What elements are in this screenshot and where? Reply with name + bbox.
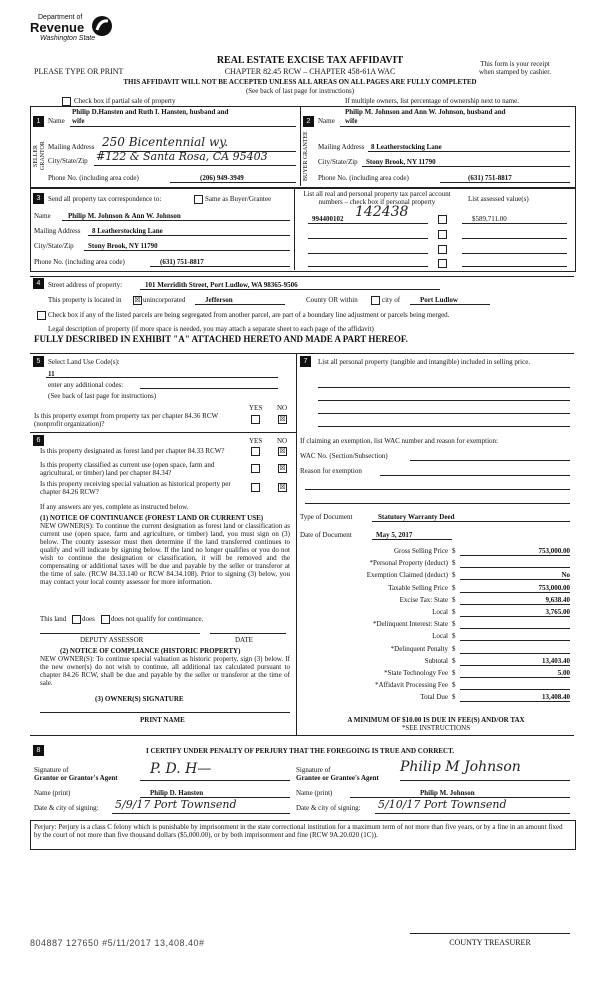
tax-row-dollar: $	[452, 656, 456, 665]
legal-description: FULLY DESCRIBED IN EXHIBIT "A" ATTACHED HERETO AND MADE A PART HEREOF.	[34, 334, 408, 344]
if-yes-note: If any answers are yes, complete as instructed below.	[40, 503, 189, 511]
section-2-badge: 2	[303, 116, 314, 127]
doc-date: May 5, 2017	[376, 531, 413, 539]
grantor-name: Philip D. Hansten	[150, 789, 204, 797]
tax-row-label: *Delinquent Penalty	[390, 644, 448, 653]
tax-row-label: Subtotal	[424, 656, 448, 665]
perjury-text: Perjury: Perjury is a class C felony which is punishable by imprisonment in the state correctional institution for a maximum term of not more than five years, or by a fine in an amount fixed by the court of not more than five thousand dollars ($5,000.00), or by both imprisonment and fine (RCW 9A.20.020 (1C)).	[34, 823, 563, 839]
tax-row-dollar: $	[452, 644, 456, 653]
buyer-phone-label: Phone No. (including area code)	[318, 174, 409, 182]
form-chapter: CHAPTER 82.45 RCW – CHAPTER 458-61A WAC	[224, 67, 396, 76]
seller-city-label: City/State/Zip	[48, 157, 88, 165]
segregated-checkbox[interactable]	[37, 311, 46, 320]
parcel-handwritten: 142438	[355, 204, 409, 220]
grantee-name: Philip M. Johnson	[420, 789, 475, 797]
land-does-label: This land	[40, 615, 67, 623]
tax-row-dollar: $	[452, 681, 456, 690]
exempt-question: Is this property exempt from property tax per chapter 84.36 RCW (nonprofit organization)?	[34, 412, 218, 428]
tax-row-dollar: $	[452, 595, 456, 604]
parcel-number: 994400102	[312, 215, 344, 223]
land-use-see-back: (See back of last page for instructions)	[48, 392, 157, 400]
tax-row-value: 3,765.00	[545, 608, 570, 616]
tax-row-label: Local	[432, 632, 448, 641]
logo-swoosh-icon	[90, 14, 114, 38]
see-back-instructions: (See back of last page for instructions)	[245, 87, 355, 95]
exempt-yes-checkbox[interactable]	[251, 415, 260, 424]
parcel-personal-checkbox-2[interactable]	[438, 230, 447, 239]
corr-mailing-label: Mailing Address	[34, 227, 81, 235]
grantor-sig-label-1: Signature of	[34, 766, 69, 774]
buyer-name: Philip M. Johnson and Ann W. Johnson, husband and	[345, 108, 506, 116]
additional-codes-label: enter any additional codes:	[48, 381, 124, 389]
buyer-name-line2: wife	[345, 117, 358, 125]
seller-name-line2: wife	[72, 117, 85, 125]
grantor-sig-label	[34, 766, 118, 782]
seller-phone: (206) 949-3949	[200, 174, 244, 182]
street-label: Street address of property:	[48, 281, 123, 289]
grantee-name-label: Name (print)	[296, 789, 333, 797]
tax-row-value: 9,638.40	[545, 595, 570, 604]
section-6-badge: 6	[33, 435, 44, 446]
exempt-no-checkbox[interactable]: ☒	[279, 415, 286, 423]
does-qualify-checkbox[interactable]	[72, 615, 81, 624]
seller-mailing: 250 Bicentennial wy.	[102, 135, 229, 149]
tax-row-dollar: $	[452, 571, 456, 580]
forest-land-question: Is this property designated as forest land per chapter 84.33 RCW?	[40, 447, 225, 455]
tax-row-dollar: $	[452, 608, 456, 616]
section-3-badge: 3	[33, 193, 44, 204]
logo-dept: Department of	[38, 14, 83, 21]
tax-row-label: Taxable Selling Price	[388, 583, 448, 592]
print-name-label: PRINT NAME	[140, 716, 185, 724]
current-use-question: Is this property classified as current use (open space, farm and agricultural, or timber) land per chapter 84.34?	[40, 461, 215, 477]
grantee-signature: Philip M Johnson	[400, 759, 521, 775]
buyer-mailing: 8 Leatherstocking Lane	[371, 143, 442, 151]
receipt-note-line2: when stamped by cashier.	[479, 68, 551, 76]
tax-row-value: 753,000.00	[538, 583, 570, 592]
tax-row-dollar: $	[452, 547, 456, 555]
buyer-city-label: City/State/Zip	[318, 158, 358, 166]
exempt-yes-header: YES	[249, 404, 263, 412]
property-city: Port Ludlow	[420, 296, 458, 304]
section-5-badge: 5	[33, 356, 44, 367]
grantor-date-city: 5/9/17 Port Townsend	[115, 798, 237, 811]
section-1-badge: 1	[33, 116, 44, 127]
doc-type: Statutory Warranty Deed	[378, 513, 455, 521]
tax-row-line	[460, 689, 570, 690]
tax-row-line	[460, 701, 570, 702]
tax-table	[300, 547, 572, 707]
historic-question: Is this property receiving special valuation as historical property per chapter 84.26 RCW?	[40, 480, 231, 496]
logo-name: Revenue	[30, 20, 85, 35]
legal-description-label: Legal description of property (if more space is needed, you may attach a separate sheet to each page of the affidavit)	[48, 325, 374, 333]
assessed-header: List assessed value(s)	[468, 195, 529, 203]
exempt-no-header: NO	[277, 404, 288, 412]
tax-row-label: Gross Selling Price	[393, 547, 448, 555]
tax-row-line	[460, 665, 570, 666]
corr-city: Stony Brook, NY 11790	[88, 242, 158, 250]
tax-row-label: Local	[432, 608, 448, 616]
deputy-assessor-label: DEPUTY ASSESSOR	[80, 636, 144, 644]
land-use-label: Select Land Use Code(s):	[48, 358, 120, 366]
within-city-checkbox[interactable]	[371, 296, 380, 305]
seller-name-label: Name	[48, 117, 65, 125]
grantor-date-label: Date & city of signing:	[34, 804, 99, 812]
county-label: County OR within	[306, 296, 358, 304]
city-of-label: city of	[382, 296, 401, 304]
street-address: 101 Merridith Street, Port Ludlow, WA 98365-9506	[145, 281, 298, 289]
tax-row-line	[460, 567, 570, 568]
receipt-stamp: 804887 127650 #5/11/2017 13,408.40#	[30, 938, 205, 948]
tax-row-dollar: $	[452, 693, 456, 702]
forest-yes-checkbox[interactable]	[251, 447, 260, 456]
county-name: Jefferson	[205, 296, 233, 304]
tax-row-dollar: $	[452, 559, 456, 568]
tax-row-dollar: $	[452, 620, 456, 629]
grantor-signature: P. D. H—	[150, 761, 212, 777]
please-type: PLEASE TYPE OR PRINT	[34, 67, 124, 76]
logo	[30, 12, 120, 52]
multiple-owners-note: If multiple owners, list percentage of ownership next to name.	[345, 97, 519, 105]
owner-signature-label: (3) OWNER(S) SIGNATURE	[95, 695, 184, 703]
corr-mailing: 8 Leatherstocking Lane	[92, 227, 163, 235]
partial-sale-label: Check box if partial sale of property	[74, 97, 176, 105]
grantee-sig-label-1: Signature of	[296, 766, 331, 774]
section-4-badge: 4	[33, 278, 44, 289]
historic-no-checkbox[interactable]: ☒	[279, 483, 286, 491]
partial-sale-checkbox[interactable]	[62, 97, 71, 106]
tax-row-dollar: $	[452, 669, 456, 677]
seller-city: #122 & Santa Rosa, CA 95403	[96, 150, 268, 163]
tax-row-line	[460, 616, 570, 617]
grantor-name-label: Name (print)	[34, 789, 71, 797]
doc-date-label: Date of Document	[300, 531, 352, 539]
corr-name-label: Name	[34, 212, 51, 220]
see-instructions-note: *SEE INSTRUCTIONS	[401, 724, 471, 732]
buyer-side-label: BUYER GRANTEE	[303, 131, 309, 181]
forest-no-checkbox[interactable]: ☒	[279, 447, 286, 455]
receipt-note	[460, 60, 570, 76]
tax-row-line	[460, 628, 570, 629]
tax-row-line	[460, 653, 570, 654]
unincorporated-checkbox[interactable]: ☒	[134, 296, 141, 304]
grantee-date-label: Date & city of signing:	[296, 804, 361, 812]
assessed-value: $589,711.00	[472, 215, 507, 223]
county-treasurer-label: COUNTY TREASURER	[449, 938, 531, 947]
grantor-sig-label-2: Grantor or Grantor's Agent	[34, 774, 118, 782]
land-use-code: 11	[48, 370, 55, 378]
tax-row-value: 753,000.00	[538, 547, 570, 555]
same-as-buyer-checkbox[interactable]	[194, 195, 203, 204]
historic-yes-checkbox[interactable]	[251, 483, 260, 492]
corr-phone-label: Phone No. (including area code)	[34, 258, 125, 266]
form-title: REAL ESTATE EXCISE TAX AFFIDAVIT	[216, 55, 404, 66]
seller-phone-label: Phone No. (including area code)	[48, 174, 139, 182]
buyer-phone: (631) 751-8817	[468, 174, 512, 182]
form-warning: THIS AFFIDAVIT WILL NOT BE ACCEPTED UNLESS ALL AREAS ON ALL PAGES ARE FULLY COMPLETED	[123, 78, 477, 86]
parcel-personal-checkbox-3[interactable]	[438, 245, 447, 254]
grantee-sig-label-2: Grantee or Grantee's Agent	[296, 774, 379, 782]
corr-phone: (631) 751-8817	[160, 258, 204, 266]
notice1-body: NEW OWNER(S): To continue the current designation as forest land or classification as current use (open space, farm and agriculture, or timber) land, you must sign on (3) below. The county assessor must then determine if the land transferred continues to qualify and will indicate by signing below. If the land no longer qualifies or you do not wish to continue the designation or classification, it will be removed and the compensating or additional taxes will be due and payable by the seller or transferor at the time of sale. (RCW 84.33.140 or RCW 84.34.108). Prior to signing (3) below, you may contact your local county assessor for more information.	[40, 522, 290, 586]
tax-row-label: Exemption Claimed (deduct)	[366, 571, 448, 580]
tax-row-label: *Personal Property (deduct)	[369, 559, 448, 568]
tax-row-line	[460, 640, 570, 641]
tax-row-line	[460, 604, 570, 605]
wac-label: WAC No. (Section/Subsection)	[300, 452, 388, 460]
personal-property-label: List all personal property (tangible and intangible) included in selling price.	[318, 358, 531, 366]
segregated-label: Check box if any of the listed parcels are being segregated from another parcel, are part of a boundary line adjustment or parcels being merged.	[48, 311, 450, 319]
tax-row-dollar: $	[452, 583, 456, 592]
does-not-label: does not qualify for continuance.	[111, 615, 204, 623]
tax-row-line	[460, 592, 570, 593]
located-label: This property is located in	[48, 296, 122, 304]
tax-row-value: 5.00	[557, 669, 570, 677]
seller-mailing-label: Mailing Address	[48, 143, 95, 151]
tax-row-value: 13,403.40	[542, 656, 570, 665]
tax-row-label: *Affidavit Processing Fee	[375, 681, 448, 690]
grantee-date-city: 5/10/17 Port Townsend	[378, 798, 507, 811]
s6-no-header: NO	[277, 437, 288, 445]
does-not-qualify-checkbox[interactable]	[101, 615, 110, 624]
doc-type-label: Type of Document	[300, 513, 353, 521]
tax-row-label: *Delinquent Interest: State	[372, 620, 448, 629]
correspondence-header: Send all property tax correspondence to:	[48, 195, 162, 203]
buyer-city: Stony Brook, NY 11790	[366, 158, 436, 166]
grantee-sig-label	[296, 766, 379, 782]
logo-state: Washington State	[40, 35, 96, 42]
deputy-date-label: DATE	[235, 636, 253, 644]
unincorporated-label: unincorporated	[143, 296, 186, 304]
notice2-body: NEW OWNER(S): To continue special valuation as historic property, sign (3) below. If the new owner(s) do not wish to continue, all additional tax calculated pursuant to chapter 84.26 RCW, shall be due and payable by the seller or transferor at the time of sale.	[40, 655, 290, 687]
minimum-note: A MINIMUM OF $10.00 IS DUE IN FEE(S) AND/OR TAX	[347, 716, 525, 724]
section-7-badge: 7	[300, 356, 311, 367]
seller-name: Philip D.Hansten and Ruth I. Hansten, husband and	[72, 108, 229, 116]
exemption-claim-label: If claiming an exemption, list WAC number and reason for exemption:	[300, 437, 498, 445]
buyer-name-label: Name	[318, 117, 335, 125]
tax-row-dollar: $	[452, 632, 456, 641]
parcel-personal-checkbox-4[interactable]	[438, 259, 447, 268]
tax-row-value: No	[561, 571, 570, 580]
tax-row-line	[460, 677, 570, 678]
tax-row-label: Excise Tax: State	[399, 595, 448, 604]
receipt-note-line1: This form is your receipt	[480, 60, 550, 68]
reason-label: Reason for exemption	[300, 467, 362, 475]
corr-name: Philip M. Johnson & Ann W. Johnson	[68, 212, 181, 220]
notice1-title: (1) NOTICE OF CONTINUANCE (FOREST LAND OR CURRENT USE)	[40, 514, 264, 522]
same-as-buyer-label: Same as Buyer/Grantee	[205, 195, 272, 203]
tax-row-line	[460, 579, 570, 580]
section-8-badge: 8	[33, 745, 44, 756]
corr-city-label: City/State/Zip	[34, 242, 74, 250]
seller-side-label: SELLER GRANTOR	[33, 141, 46, 171]
parcel-header-line1: List all real and personal property tax parcel account	[303, 190, 451, 198]
tax-row-label: Total Due	[420, 693, 448, 702]
certify-statement: I CERTIFY UNDER PENALTY OF PERJURY THAT THE FOREGOING IS TRUE AND CORRECT.	[145, 747, 454, 755]
buyer-mailing-label: Mailing Address	[318, 143, 365, 151]
current-use-no-checkbox[interactable]: ☒	[279, 464, 286, 472]
tax-row-line	[460, 555, 570, 556]
tax-row-label: *State Technology Fee	[384, 669, 448, 677]
does-label: does	[82, 615, 95, 623]
notice2-title: (2) NOTICE OF COMPLIANCE (HISTORIC PROPERTY)	[60, 647, 241, 655]
current-use-yes-checkbox[interactable]	[251, 464, 260, 473]
parcel-header-line2: numbers – check box if personal property	[318, 198, 436, 206]
parcel-personal-checkbox-1[interactable]	[438, 215, 447, 224]
s6-yes-header: YES	[249, 437, 263, 445]
tax-row-value: 13,408.40	[542, 693, 570, 702]
